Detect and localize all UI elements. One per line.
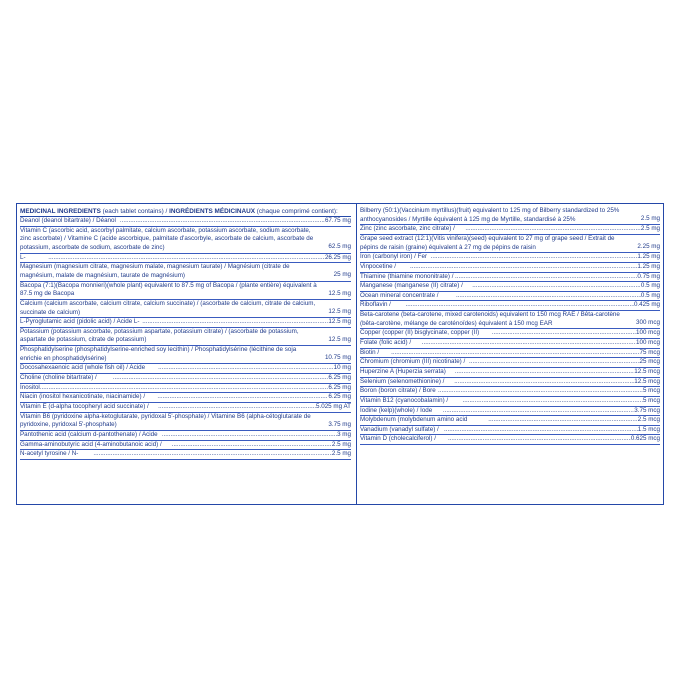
- ingredient-row: [360, 273, 660, 283]
- ingredient-name: Folate (folic acid) /: [360, 339, 412, 347]
- ingredient-amount: 0.5 mg: [640, 291, 660, 299]
- ingredient-row: [20, 374, 351, 384]
- ingredient-row: [360, 311, 660, 329]
- ingredient-row: [20, 403, 351, 413]
- dot-leader: [455, 273, 637, 282]
- medicinal-ingredients-table: [16, 203, 664, 505]
- ingredient-name: Gamma-aminobutyric acid (4-aminobutanoic acid) /: [20, 440, 162, 448]
- ingredient-name: Vitamin B6 (pyridoxine alpha-ketoglutarate, pyridoxal 5'-phosphate) / Vitamine B6 (alpha-cétoglutarate de pyridoxine, pyridoxal 5'-phosphate): [20, 412, 311, 429]
- dot-leader: [422, 339, 636, 348]
- ingredient-amount: 0.625 mcg: [630, 435, 660, 443]
- column-divider: [356, 204, 357, 504]
- ingredient-name: Choline (choline bitartrate) /: [20, 374, 97, 382]
- ingredient-amount: 12.5 mg: [328, 318, 351, 326]
- ingredient-amount: 26.25 mg: [324, 253, 351, 261]
- header-note-en: (each tablet contains) /: [100, 208, 170, 215]
- ingredient-amount: 67.75 mg: [324, 217, 351, 224]
- ingredient-name: Bacopa (7:1)(Bacopa monnieri)(whole plant) equivalent to 87.5 mg of Bacopa / (plante entière) équivalent à 87.5 mg de Bacopa: [20, 281, 317, 298]
- dot-leader: [40, 384, 329, 393]
- table-header: [20, 207, 351, 217]
- ingredient-amount: 6.25 mg: [328, 383, 351, 391]
- ingredient-row: [360, 207, 660, 225]
- ingredient-name: N-acetyl tyrosine / N-: [20, 450, 79, 458]
- ingredient-name: Riboflavin /: [360, 301, 391, 309]
- ingredient-name: Vinpocetine /: [360, 262, 397, 270]
- ingredient-row: [360, 378, 660, 388]
- ingredient-amount: 0.75 mg: [637, 272, 660, 280]
- dot-leader: [162, 431, 337, 440]
- ingredient-name: Magnesium (magnesium citrate, magnesium malate, magnesium taurate) / Magnésium (citrate de magnésium, malate de magnésium, taurate de magnésium): [20, 263, 290, 279]
- ingredient-amount: 0.425 mg: [633, 301, 660, 309]
- ingredient-name: Beta-carotene (beta-carotene, mixed carotenoids) equivalent to 150 mcg RAE / Bêta-carotène (bêta-carotène, mélange de caroténoïdes) équivalent à 150 mcg EAR: [360, 311, 620, 327]
- ingredient-amount: 3.75 mg: [328, 420, 351, 428]
- ingredient-row: [360, 435, 660, 445]
- ingredient-row: [360, 397, 660, 407]
- dot-leader: [405, 301, 633, 310]
- ingredient-row: [360, 407, 660, 417]
- ingredient-name: L-: [20, 253, 26, 261]
- ingredient-amount: 75 mcg: [639, 348, 660, 356]
- ingredient-amount: 300 mcg: [636, 319, 660, 327]
- ingredient-amount: 1.5 mcg: [637, 425, 660, 433]
- ingredient-row: [20, 346, 351, 364]
- ingredient-name: Bilberry (50:1)(Vaccinium myrtillus)(fruit) equivalent to 125 mg of Bilberry standardized to 25% anthocyanosides / Myrtille équivalent à 125 mg de Myrtille, standardisé à 25%: [360, 207, 620, 223]
- dot-leader: [463, 397, 643, 406]
- ingredient-amount: 10 mg: [333, 364, 351, 372]
- ingredient-name: Iodine (kelp)(whole) / Iode: [360, 406, 433, 414]
- ingredient-row: [20, 393, 351, 403]
- dot-leader: [488, 416, 637, 425]
- dot-leader: [456, 292, 641, 301]
- ingredient-name: Chromium (chromium (III) nicotinate) /: [360, 358, 466, 366]
- ingredient-amount: 6.25 mg: [328, 374, 351, 382]
- dot-leader: [120, 217, 325, 226]
- ingredient-amount: 2.5 mg: [640, 215, 660, 223]
- ingredient-amount: 1.25 mg: [637, 253, 660, 261]
- ingredient-amount: 10.75 mg: [324, 354, 351, 362]
- dot-leader: [391, 349, 639, 358]
- ingredient-row: [360, 358, 660, 368]
- dot-leader: [469, 358, 640, 367]
- ingredient-amount: 0.5 mg: [640, 282, 660, 290]
- ingredient-name: Phosphatidylserine (phosphatidylserine-enriched soy lecithin) / Phosphatidylsérine (lécithine de soja enrichie en phosphatidylsérine): [20, 346, 297, 362]
- ingredient-amount: 25 mcg: [639, 358, 660, 366]
- ingredient-row: [20, 364, 351, 374]
- ingredient-row: [20, 263, 351, 281]
- ingredient-row: [20, 282, 351, 300]
- ingredient-name: Vitamin B12 (cyanocobalamin) /: [360, 396, 449, 404]
- ingredient-amount: 1.25 mg: [637, 262, 660, 270]
- ingredient-name: L-Pyroglutamic acid (pidolic acid) / Acide L-: [20, 318, 140, 326]
- dot-leader: [438, 387, 643, 396]
- header-title-fr: INGRÉDIENTS MÉDICINAUX: [169, 208, 255, 215]
- ingredient-row: [360, 368, 660, 378]
- ingredient-name: Selenium (selenomethionine) /: [360, 377, 445, 385]
- dot-leader: [172, 441, 332, 450]
- ingredient-row: [20, 413, 351, 431]
- ingredient-name: Vitamin C (ascorbic acid, ascorbyl palmitate, calcium ascorbate, potassium ascorbate, sodium ascorbate, zinc ascorbate) / Vitamine C (acide ascorbique, palmitate d'ascorbyle, ascorbate de calcium, ascorbate de potassium, ascorbate de sodium, ascorbate de zinc): [20, 226, 314, 251]
- ingredient-amount: 2.25 mg: [637, 243, 660, 251]
- ingredient-row: [360, 387, 660, 397]
- dot-leader: [444, 426, 638, 435]
- dot-leader: [465, 225, 641, 234]
- ingredient-amount: 12.5 mcg: [634, 377, 660, 385]
- ingredient-name: Biotin /: [360, 348, 380, 356]
- ingredient-row: [20, 227, 351, 254]
- dot-leader: [158, 364, 333, 373]
- dot-leader: [448, 435, 631, 444]
- ingredient-name: Vitamin E (d-alpha tocopheryl acid succinate) /: [20, 402, 149, 410]
- ingredient-amount: 2.5 mg: [640, 225, 660, 233]
- ingredient-amount: 100 mcg: [636, 339, 660, 347]
- ingredient-row: [360, 235, 660, 253]
- ingredient-row: [360, 253, 660, 263]
- ingredient-name: Copper (copper (II) bisglycinate, copper (II): [360, 329, 480, 337]
- dot-leader: [455, 368, 634, 377]
- ingredient-amount: 5.025 mg AT: [316, 402, 351, 410]
- dot-leader: [443, 407, 634, 416]
- dot-leader: [410, 263, 637, 272]
- ingredient-amount: 6.25 mg: [328, 393, 351, 401]
- ingredient-row: [360, 263, 660, 273]
- ingredient-name: Vitamin D (cholecalciferol) /: [360, 435, 436, 443]
- ingredient-name: Molybdenum (molybdenum amino acid: [360, 416, 468, 424]
- dot-leader: [431, 253, 638, 262]
- ingredient-row: [360, 301, 660, 311]
- dot-leader: [472, 282, 641, 291]
- ingredient-name: Zinc (zinc ascorbate, zinc citrate) /: [360, 225, 455, 233]
- ingredient-amount: 3.75 mcg: [634, 406, 660, 414]
- ingredient-row: [360, 426, 660, 436]
- ingredient-amount: 12.5 mg: [328, 335, 351, 343]
- ingredient-amount: 12.5 mg: [328, 289, 351, 297]
- ingredient-name: Inositol: [20, 383, 40, 391]
- ingredient-name: Iron (carbonyl iron) / Fer: [360, 253, 428, 261]
- ingredient-name: Huperzine A (Huperzia serrata): [360, 367, 446, 375]
- ingredient-row: [20, 450, 351, 460]
- header-note-fr: (chaque comprimé contient):: [255, 208, 338, 215]
- ingredient-name: Calcium (calcium ascorbate, calcium citrate, calcium succinate) / (ascorbate de calcium, citrate de calcium, succinate de calcium): [20, 299, 316, 316]
- dot-leader: [48, 254, 325, 263]
- ingredient-name: Boron (boron citrate) / Bore: [360, 387, 436, 395]
- ingredient-row: [360, 329, 660, 339]
- ingredient-amount: 62.5 mg: [328, 243, 351, 251]
- ingredient-name: Pantothenic acid (calcium d-pantothenate) / Acide: [20, 430, 158, 438]
- dot-leader: [157, 393, 328, 402]
- ingredient-row: [20, 318, 351, 328]
- ingredient-row: [20, 384, 351, 394]
- ingredient-name: Grape seed extract (12:1)(Vitis vinifera)(seed) equivalent to 27 mg of grape seed / Extrait de pépins de raisin (graine) équivalent à 27 mg de pépins de raisin: [360, 234, 615, 251]
- dot-leader: [93, 450, 332, 459]
- ingredient-amount: 2.5 mg: [331, 440, 351, 448]
- ingredient-amount: 2.5 mg: [331, 450, 351, 458]
- ingredient-amount: 3 mg: [337, 430, 351, 438]
- ingredient-amount: 100 mcg: [636, 329, 660, 337]
- ingredient-amount: 5 mcg: [642, 387, 660, 395]
- ingredient-name: Niacin (inositol hexanicotinate, niacinamide) /: [20, 393, 146, 401]
- ingredient-row: [20, 431, 351, 441]
- ingredient-row: [360, 225, 660, 235]
- ingredient-amount: 12.5 mg: [328, 308, 351, 316]
- ingredient-name: Docosahexaenoic acid (whole fish oil) / Acide: [20, 364, 146, 372]
- ingredient-row: [20, 300, 351, 318]
- ingredient-amount: 2.5 mcg: [637, 416, 660, 424]
- ingredient-row: [360, 282, 660, 292]
- ingredient-row: [20, 217, 351, 227]
- ingredient-row: [360, 349, 660, 359]
- left-column: [20, 207, 351, 460]
- ingredient-name: Deanol (deanol bitartrate) / Déanol: [20, 217, 116, 224]
- dot-leader: [454, 378, 634, 387]
- dot-leader: [158, 403, 316, 412]
- header-title-en: MEDICINAL INGREDIENTS: [20, 208, 101, 215]
- ingredient-row: [20, 254, 351, 264]
- ingredient-row: [360, 416, 660, 426]
- ingredient-amount: 12.5 mcg: [634, 367, 660, 375]
- dot-leader: [492, 329, 636, 338]
- ingredient-row: [20, 441, 351, 451]
- dot-leader: [142, 318, 328, 327]
- right-column: [360, 207, 660, 445]
- ingredient-name: Thiamine (thiamine mononitrate) /: [360, 272, 454, 280]
- ingredient-row: [360, 339, 660, 349]
- ingredient-row: [20, 328, 351, 346]
- ingredient-name: Potassium (potassium ascorbate, potassium aspartate, potassium citrate) / (ascorbate de potassium, aspartate de potassium, citrate de potassium): [20, 327, 299, 344]
- dot-leader: [113, 374, 329, 383]
- ingredient-name: Manganese (manganese (II) citrate) /: [360, 282, 463, 290]
- ingredient-name: Ocean mineral concentrate /: [360, 291, 439, 299]
- ingredient-amount: 5 mcg: [642, 396, 660, 404]
- ingredient-name: Vanadium (vanadyl sulfate) /: [360, 425, 439, 433]
- ingredient-row: [360, 292, 660, 302]
- ingredient-amount: 25 mg: [333, 271, 351, 279]
